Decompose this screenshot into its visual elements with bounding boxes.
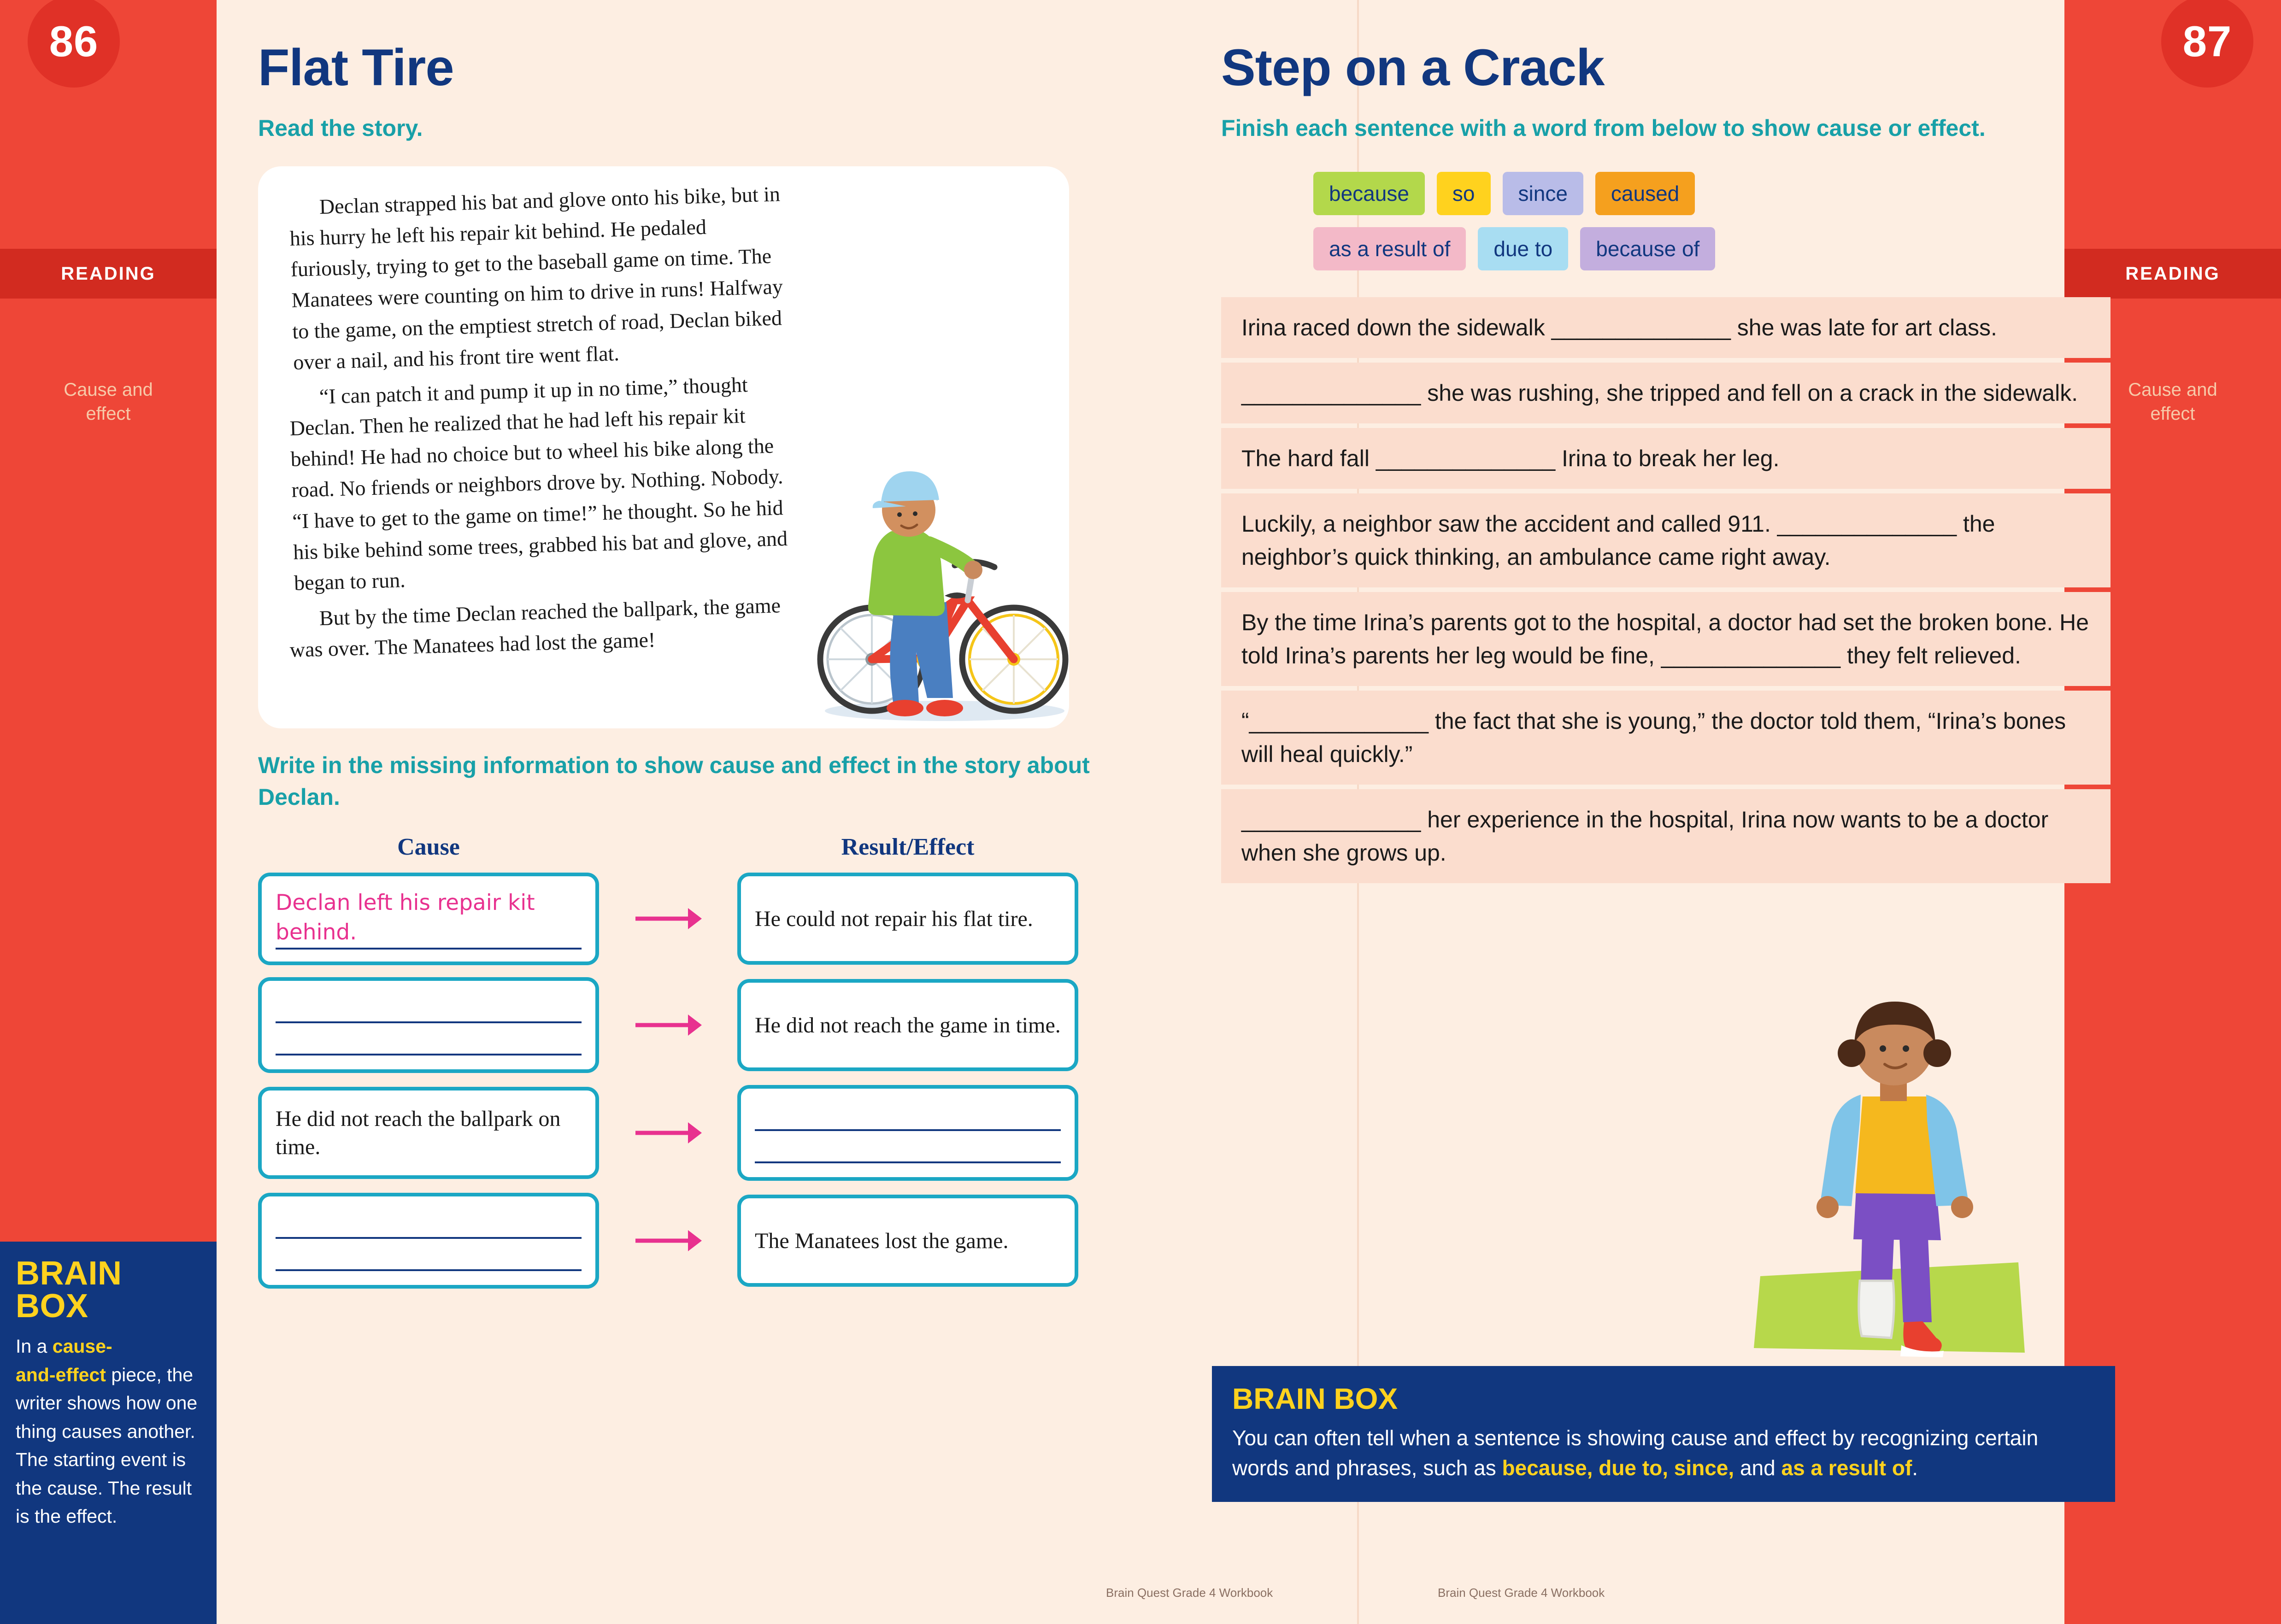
sentence-text: The hard fall ______________ Irina to break her leg.	[1241, 445, 1780, 471]
left-page-number: 86	[28, 0, 120, 88]
arrow-icon	[599, 1009, 737, 1041]
arrow-icon	[599, 903, 737, 935]
write-in-line[interactable]	[276, 995, 582, 1023]
right-page-number: 87	[2161, 0, 2253, 88]
right-brain-box-title: BRAIN BOX	[1232, 1382, 1398, 1415]
cause-cell-blank[interactable]	[258, 977, 599, 1073]
left-page-footer: Brain Quest Grade 4 Workbook	[1106, 1586, 1273, 1600]
sentence-text: ______________ her experience in the hospital, Irina now wants to be a doctor when she grows up.	[1241, 806, 2049, 866]
left-page-subtitle: Read the story.	[258, 115, 423, 141]
left-brain-box-title: BRAIN BOX	[16, 1255, 122, 1325]
cause-cell-blank[interactable]	[258, 1193, 599, 1289]
write-in-line[interactable]	[276, 1243, 582, 1271]
word-chip-so[interactable]: so	[1437, 172, 1491, 215]
table-row	[258, 977, 1124, 1073]
sentence-text: ______________ she was rushing, she tripped and fell on a crack in the sidewalk.	[1241, 380, 2078, 406]
left-rail-skill-label: Cause and effect	[64, 380, 153, 424]
right-page-title: Step on a Crack	[1221, 39, 1605, 96]
arrow-icon	[599, 1117, 737, 1149]
write-in-line[interactable]	[276, 1210, 582, 1239]
right-brain-box-text: You can often tell when a sentence is showing cause and effect by recognizing certain words and phrases, such as because, due to, since, and as a result of.	[1232, 1426, 2039, 1480]
effect-cell-text: He did not reach the game in time.	[755, 1013, 1061, 1038]
effect-cell-filled[interactable]	[737, 1195, 1078, 1287]
word-bank-row	[1313, 172, 2111, 215]
girl-with-cast-illustration	[1742, 958, 2037, 1373]
left-page-content	[258, 0, 1124, 1289]
story-paragraph: Declan strapped his bat and glove onto his bike, but in his hurry he left his repair kit behind. He pedaled furiously, trying to get to the baseball game on time. The Manatees were counting on him to drive in runs! Halfway to the game, on the emptiest stretch of road, Declan biked over a nail, and his front tire went flat.	[289, 182, 783, 374]
sentence-text: “______________ the fact that she is young,” the doctor told them, “Irina’s bones will heal quickly.”	[1241, 708, 2066, 767]
list-item[interactable]	[1221, 592, 2111, 686]
page-body	[217, 0, 2089, 1624]
cause-cell-text: He did not reach the ballpark on time.	[276, 1106, 561, 1160]
word-chip-caused[interactable]: caused	[1595, 172, 1695, 215]
write-in-line[interactable]	[755, 1102, 1061, 1131]
left-rail-section-label: READING	[61, 263, 156, 284]
list-item[interactable]	[1221, 428, 2111, 489]
effect-column-header: Result/Effect	[841, 833, 975, 860]
right-page-footer: Brain Quest Grade 4 Workbook	[1438, 1586, 1605, 1600]
list-item[interactable]	[1221, 297, 2111, 358]
left-page-prompt: Write in the missing information to show cause and effect in the story about Declan.	[258, 752, 1090, 810]
sentence-text: By the time Irina’s parents got to the hospital, a doctor had set the broken bone. He told Irina’s parents her leg would be fine, ______________ they felt relieved.	[1241, 609, 2089, 668]
cause-cell-filled[interactable]	[258, 1087, 599, 1179]
list-item[interactable]	[1221, 493, 2111, 587]
arrow-icon	[599, 1225, 737, 1257]
word-chip-as-a-result-of[interactable]: as a result of	[1313, 227, 1466, 270]
effect-cell-filled[interactable]	[737, 873, 1078, 965]
cause-cell-filled[interactable]	[258, 873, 599, 966]
story-paragraph: “I can patch it and pump it up in no time,” thought Declan. Then he realized that he had left his repair kit behind! He had no choice but to wheel his bike along the road. No friends or neighbors drove by. Nothing. Nobody. “I have to get to the game on time!” he thought. So he hid his bike behind some trees, grabbed his bat and glove, and began to run.	[289, 373, 788, 595]
cause-cell-answer: Declan left his repair kit behind.	[276, 888, 582, 950]
list-item[interactable]	[1221, 363, 2111, 423]
right-rail-skill-label: Cause and effect	[2128, 380, 2217, 424]
write-in-line[interactable]	[276, 1027, 582, 1055]
left-brain-box-text: In a cause- and-effect piece, the writer shows how one thing causes another. The starting event is the cause. The result is the effect.	[16, 1336, 198, 1527]
story-paragraph: But by the time Declan reached the ballpark, the game was over. The Manatees had lost the game!	[289, 593, 781, 662]
left-rail-section-band	[0, 249, 217, 299]
word-bank-row	[1313, 227, 2111, 270]
sentence-list	[1221, 297, 2111, 883]
word-bank	[1221, 172, 2111, 270]
list-item[interactable]	[1221, 691, 2111, 785]
cause-effect-header	[258, 833, 1124, 861]
left-rail	[0, 0, 217, 1624]
right-page-content	[1221, 0, 2111, 888]
list-item[interactable]	[1221, 789, 2111, 883]
effect-cell-filled[interactable]	[737, 979, 1078, 1071]
left-page-title: Flat Tire	[258, 39, 454, 96]
boy-with-bike-illustration	[793, 429, 1088, 733]
story-bubble	[258, 166, 1069, 728]
table-row	[258, 873, 1124, 966]
effect-cell-text: The Manatees lost the game.	[755, 1228, 1009, 1253]
word-chip-due-to[interactable]: due to	[1478, 227, 1568, 270]
sentence-text: Luckily, a neighbor saw the accident and called 911. ______________ the neighbor’s quick thinking, an ambulance came right away.	[1241, 510, 1995, 570]
right-brain-box	[1212, 1366, 2115, 1502]
table-row	[258, 1085, 1124, 1181]
write-in-line[interactable]	[755, 1135, 1061, 1163]
table-row	[258, 1193, 1124, 1289]
effect-cell-blank[interactable]	[737, 1085, 1078, 1181]
word-chip-since[interactable]: since	[1503, 172, 1583, 215]
right-rail-section-label: READING	[2125, 263, 2220, 284]
right-page-subtitle: Finish each sentence with a word from below to show cause or effect.	[1221, 115, 1986, 141]
left-brain-box	[0, 1242, 217, 1624]
cause-column-header: Cause	[397, 833, 460, 860]
sentence-text: Irina raced down the sidewalk ______________ she was late for art class.	[1241, 314, 1997, 340]
word-chip-because-of[interactable]: because of	[1580, 227, 1715, 270]
word-chip-because[interactable]: because	[1313, 172, 1425, 215]
effect-cell-text: He could not repair his flat tire.	[755, 906, 1033, 931]
